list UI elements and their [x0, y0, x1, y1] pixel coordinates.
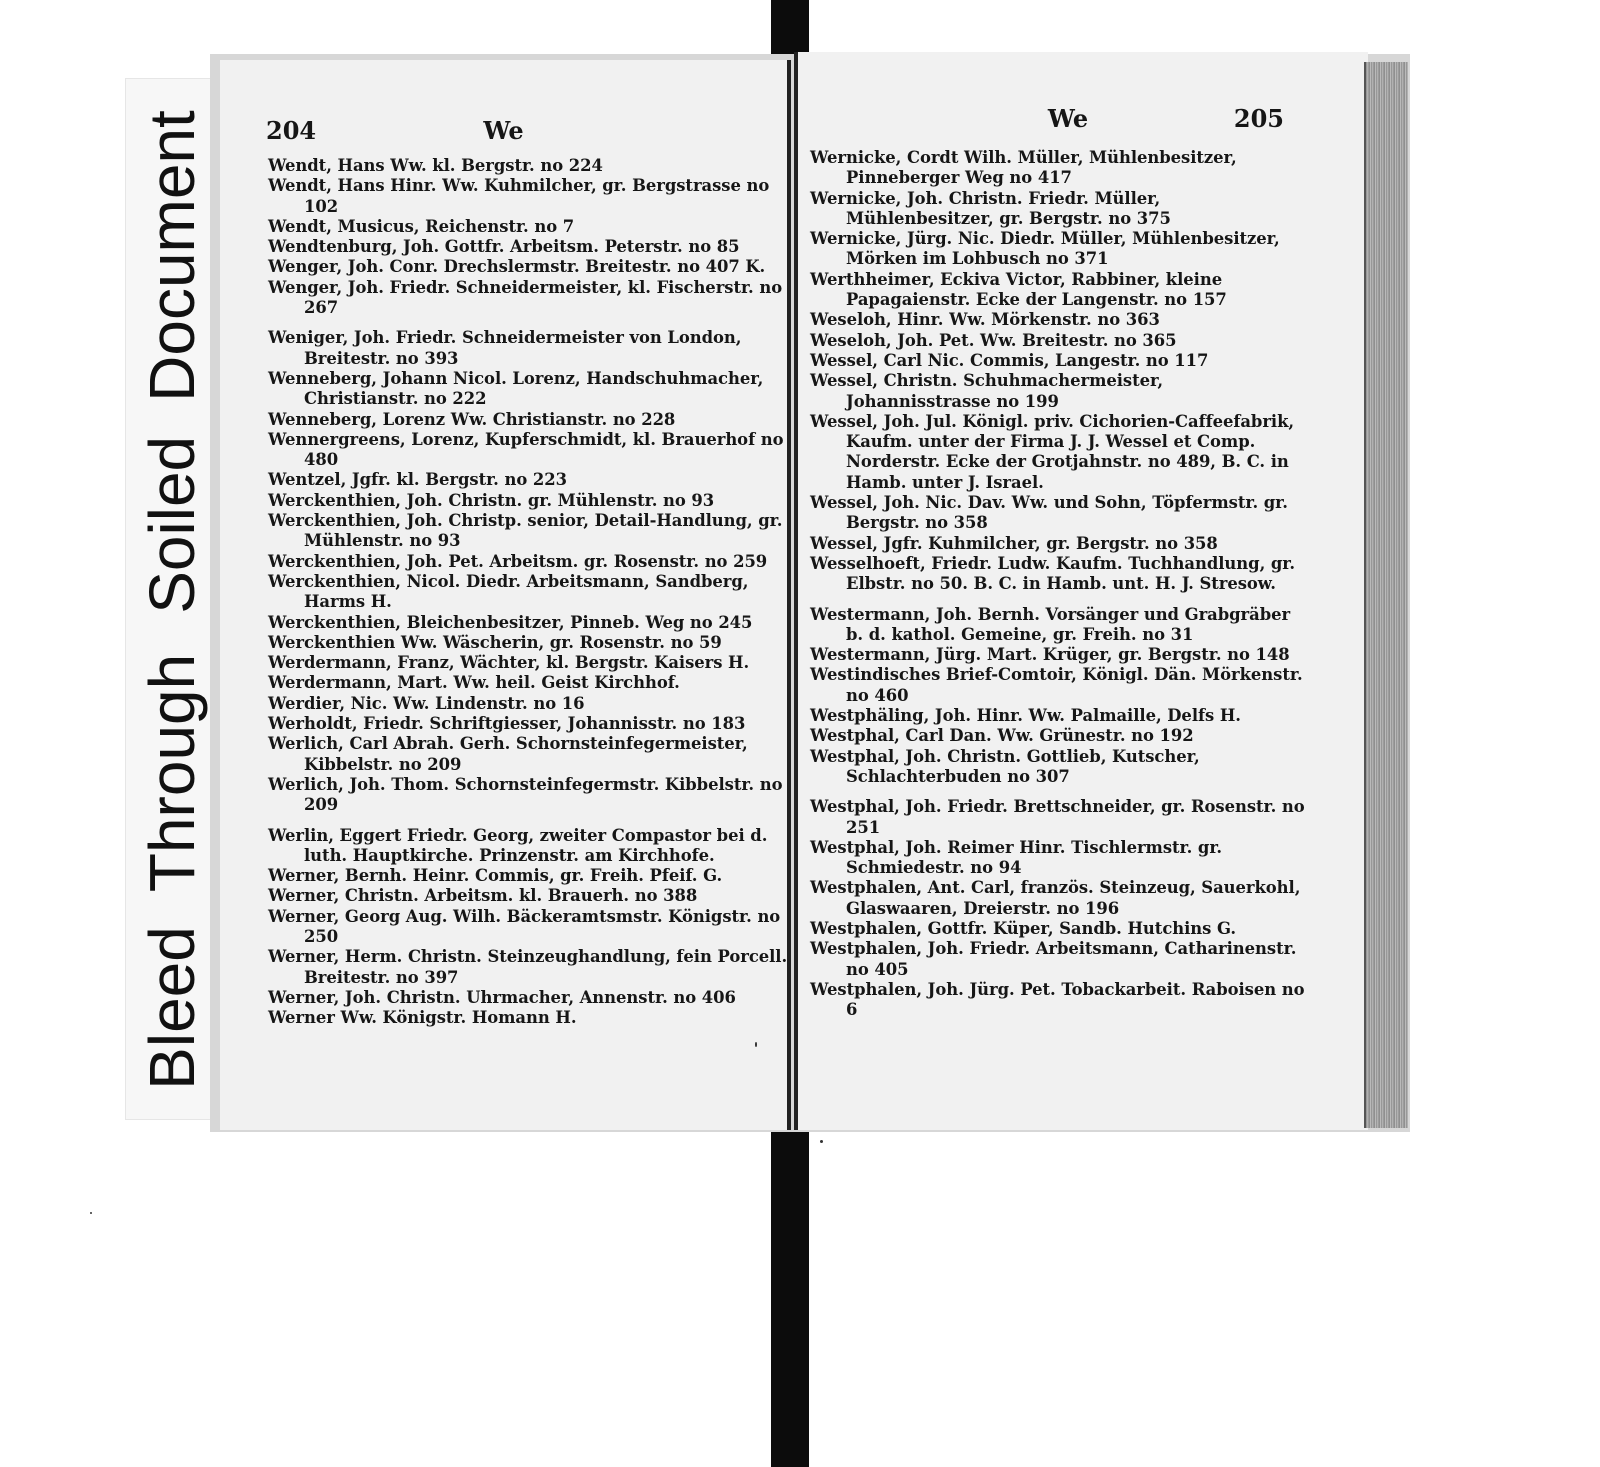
directory-entry: Werlin, Eggert Friedr. Georg, zweiter Compastor bei d. luth. Hauptkirche. Prinzenstr. am Kirchhofe.: [268, 825, 768, 865]
directory-entry: Werner, Christn. Arbeitsm. kl. Brauerh. no 388: [268, 886, 698, 906]
right-page: [794, 52, 1368, 1130]
directory-entry: Werner, Bernh. Heinr. Commis, gr. Freih. Pfeif. G.: [268, 866, 723, 886]
right-entry-list: [810, 148, 1310, 1020]
directory-entry: Werdermann, Franz, Wächter, kl. Bergstr. Kaisers H.: [268, 653, 750, 673]
directory-entry: Wendt, Musicus, Reichenstr. no 7: [268, 216, 575, 236]
right-running-head: We: [1047, 104, 1089, 133]
directory-entry: Wessel, Joh. Nic. Dav. Ww. und Sohn, Töpfermstr. gr. Bergstr. no 358: [810, 493, 1288, 533]
directory-entry: Weseloh, Hinr. Ww. Mörkenstr. no 363: [810, 310, 1160, 330]
directory-entry: Werthheimer, Eckiva Victor, Rabbiner, kleine Papagaienstr. Ecke der Langenstr. no 157: [810, 269, 1227, 310]
watermark-word-1: Bleed: [136, 926, 208, 1090]
directory-entry: Wennergreens, Lorenz, Kupferschmidt, kl. Brauerhof no 480: [268, 429, 784, 470]
directory-entry: Werckenthien, Joh. Christn. gr. Mühlenstr. no 93: [268, 490, 715, 510]
speck: [90, 1212, 92, 1214]
binding-strip-bottom: [771, 1118, 809, 1467]
directory-entry: Werner Ww. Königstr. Homann H.: [268, 1008, 577, 1028]
directory-entry: Werdermann, Mart. Ww. heil. Geist Kirchhof.: [268, 673, 680, 693]
directory-entry: Wernicke, Jürg. Nic. Diedr. Müller, Mühlenbesitzer, Mörken im Lohbusch no 371: [810, 229, 1280, 269]
directory-entry: Westphal, Joh. Friedr. Brettschneider, gr. Rosenstr. no 251: [810, 797, 1305, 837]
directory-entry: Werlich, Joh. Thom. Schornsteinfegermstr. Kibbelstr. no 209: [268, 774, 783, 815]
directory-entry: Werckenthien Ww. Wäscherin, gr. Rosenstr. no 59: [268, 632, 722, 652]
watermark-word-3: Soiled: [136, 435, 208, 614]
directory-entry: Westermann, Joh. Bernh. Vorsänger und Grabgräber b. d. kathol. Gemeine, gr. Freih. no 31: [810, 604, 1291, 644]
directory-entry: Westphal, Carl Dan. Ww. Grünestr. no 192: [810, 726, 1194, 746]
directory-entry: Wenger, Joh. Friedr. Schneidermeister, kl. Fischerstr. no 267: [268, 277, 783, 318]
watermark-word-2: Through: [136, 653, 208, 893]
directory-entry: Westermann, Jürg. Mart. Krüger, gr. Bergstr. no 148: [810, 645, 1290, 665]
directory-entry: Westphalen, Ant. Carl, französ. Steinzeug, Sauerkohl, Glaswaaren, Dreierstr. no 196: [810, 878, 1301, 918]
directory-entry: Westphal, Joh. Christn. Gottlieb, Kutscher, Schlachterbuden no 307: [810, 746, 1200, 786]
directory-entry: Wenneberg, Johann Nicol. Lorenz, Handschuhmacher, Christianstr. no 222: [268, 368, 764, 409]
directory-entry: Werner, Georg Aug. Wilh. Bäckeramtsmstr. Königstr. no 250: [268, 906, 781, 946]
directory-entry: Westphalen, Joh. Friedr. Arbeitsmann, Catharinenstr. no 405: [810, 939, 1297, 979]
directory-entry: Werckenthien, Nicol. Diedr. Arbeitsmann, Sandberg, Harms H.: [268, 571, 749, 612]
right-page-number: 205: [1233, 104, 1284, 133]
left-page-number: 204: [266, 116, 317, 145]
speck: [820, 1140, 823, 1143]
directory-entry: Werdier, Nic. Ww. Lindenstr. no 16: [268, 693, 585, 713]
directory-entry: Weniger, Joh. Friedr. Schneidermeister von London, Breitestr. no 393: [268, 328, 742, 368]
directory-entry: Wessel, Carl Nic. Commis, Langestr. no 117: [810, 350, 1209, 370]
directory-entry: Werckenthien, Bleichenbesitzer, Pinneb. Weg no 245: [268, 612, 753, 632]
directory-entry: Wendtenburg, Joh. Gottfr. Arbeitsm. Peterstr. no 85: [268, 237, 740, 257]
directory-entry: Wessel, Christn. Schuhmachermeister, Johannisstrasse no 199: [810, 371, 1164, 411]
directory-entry: Werholdt, Friedr. Schriftgiesser, Johannisstr. no 183: [268, 714, 746, 734]
directory-entry: Werner, Joh. Christn. Uhrmacher, Annenstr. no 406: [268, 987, 736, 1007]
directory-entry: Wernicke, Cordt Wilh. Müller, Mühlenbesitzer, Pinneberger Weg no 417: [810, 148, 1237, 188]
directory-entry: Werckenthien, Joh. Pet. Arbeitsm. gr. Rosenstr. no 259: [268, 551, 768, 571]
left-page-header: [220, 116, 787, 156]
left-entry-list: [268, 156, 788, 1028]
directory-entry: Wendt, Hans Ww. kl. Bergstr. no 224: [268, 156, 603, 175]
directory-entry: Wernicke, Joh. Christn. Friedr. Müller, Mühlenbesitzer, gr. Bergstr. no 375: [810, 188, 1171, 228]
directory-entry: Wentzel, Jgfr. kl. Bergstr. no 223: [268, 470, 567, 490]
speck: [755, 1042, 757, 1047]
watermark-word-4: Document: [136, 110, 208, 402]
directory-entry: Wessel, Jgfr. Kuhmilcher, gr. Bergstr. no 358: [810, 533, 1218, 553]
left-page: [220, 60, 791, 1130]
directory-entry: Wenger, Joh. Conr. Drechslermstr. Breitestr. no 407 K.: [268, 257, 766, 277]
directory-entry: Westphäling, Joh. Hinr. Ww. Palmaille, Delfs H.: [810, 706, 1241, 726]
page-edge-stack: [1364, 62, 1408, 1128]
watermark-text: [132, 100, 212, 1100]
directory-entry: Westphal, Joh. Reimer Hinr. Tischlermstr. gr. Schmiedestr. no 94: [810, 837, 1223, 878]
left-running-head: We: [483, 116, 524, 145]
directory-entry: Werlich, Carl Abrah. Gerh. Schornsteinfegermeister, Kibbelstr. no 209: [268, 734, 748, 774]
directory-entry: Westphalen, Gottfr. Küper, Sandb. Hutchins G.: [810, 918, 1237, 938]
directory-entry: Westphalen, Joh. Jürg. Pet. Tobackarbeit. Raboisen no 6: [810, 979, 1305, 1020]
directory-entry: Wesselhoeft, Friedr. Ludw. Kaufm. Tuchhandlung, gr. Elbstr. no 50. B. C. in Hamb. unt. H. J. Stresow.: [810, 553, 1296, 594]
directory-entry: Werckenthien, Joh. Christp. senior, Detail-Handlung, gr. Mühlenstr. no 93: [268, 511, 783, 551]
directory-entry: Weseloh, Joh. Pet. Ww. Breitestr. no 365: [810, 330, 1177, 350]
directory-entry: Wenneberg, Lorenz Ww. Christianstr. no 228: [268, 409, 676, 429]
directory-entry: Werner, Herm. Christn. Steinzeughandlung, fein Porcell. Breitestr. no 397: [268, 947, 788, 987]
right-page-header: [798, 104, 1368, 144]
directory-entry: Wessel, Joh. Jul. Königl. priv. Cichorien-Caffeefabrik, Kaufm. unter der Firma J. J. Wessel et Comp. Norderstr. Ecke der Grotjahnstr. no 489, B. C. in Hamb. unter J. Israel.: [810, 411, 1295, 492]
directory-entry: Westindisches Brief-Comtoir, Königl. Dän. Mörkenstr. no 460: [810, 665, 1303, 705]
directory-entry: Wendt, Hans Hinr. Ww. Kuhmilcher, gr. Bergstrasse no 102: [268, 176, 770, 216]
